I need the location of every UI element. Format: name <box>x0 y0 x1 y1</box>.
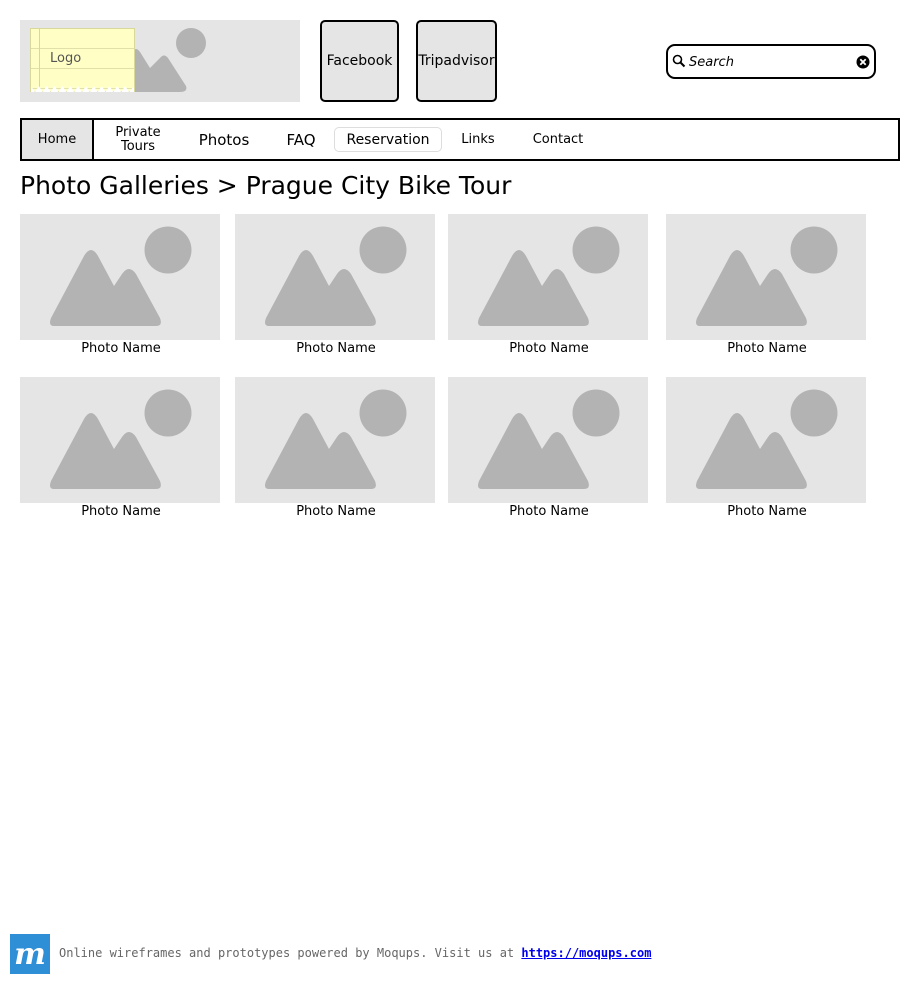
footer <box>10 934 710 974</box>
logo-sticky-note <box>30 28 135 92</box>
moqups-link[interactable]: https://moqups.com <box>521 946 652 960</box>
image-placeholder-icon <box>235 214 435 340</box>
search-input[interactable] <box>689 52 849 72</box>
image-placeholder-icon <box>666 214 866 340</box>
photo-caption: Photo Name <box>81 504 161 519</box>
clear-search-icon[interactable] <box>856 55 870 69</box>
search-icon[interactable] <box>672 54 686 68</box>
nav-item-home[interactable]: Home <box>22 120 94 159</box>
photo-caption: Photo Name <box>296 504 376 519</box>
photo-caption: Photo Name <box>727 341 807 356</box>
gallery-item[interactable] <box>666 214 866 362</box>
nav-item-photos[interactable]: Photos <box>198 130 250 149</box>
image-placeholder-icon <box>666 377 866 503</box>
nav-item-faq[interactable]: FAQ <box>286 130 316 149</box>
tripadvisor-label: Tripadvisor <box>418 53 495 69</box>
nav-item-private-tours[interactable]: Private Tours <box>115 124 161 154</box>
photo-thumbnail[interactable] <box>448 377 648 503</box>
photo-caption: Photo Name <box>727 504 807 519</box>
gallery-item[interactable] <box>448 214 648 362</box>
facebook-label: Facebook <box>326 53 393 69</box>
image-placeholder-icon <box>235 377 435 503</box>
image-placeholder-icon <box>448 377 648 503</box>
photo-thumbnail[interactable] <box>235 377 435 503</box>
gallery-item[interactable] <box>20 214 220 362</box>
photo-caption: Photo Name <box>509 504 589 519</box>
nav-item-links[interactable]: Links <box>461 131 495 147</box>
gallery-item[interactable] <box>235 377 435 525</box>
page-title: Photo Galleries > Prague City Bike Tour <box>20 171 512 200</box>
image-placeholder-icon <box>20 214 220 340</box>
photo-thumbnail[interactable] <box>235 214 435 340</box>
gallery-item[interactable] <box>448 377 648 525</box>
footer-text <box>59 946 651 960</box>
photo-thumbnail[interactable] <box>20 214 220 340</box>
image-placeholder-icon <box>20 377 220 503</box>
gallery-item[interactable] <box>666 377 866 525</box>
photo-thumbnail[interactable] <box>20 377 220 503</box>
photo-caption: Photo Name <box>509 341 589 356</box>
facebook-button[interactable] <box>320 20 399 102</box>
nav-item-reservation[interactable]: Reservation <box>334 127 442 152</box>
main-navigation <box>20 118 900 161</box>
photo-thumbnail[interactable] <box>666 214 866 340</box>
image-placeholder-icon <box>448 214 648 340</box>
photo-caption: Photo Name <box>296 341 376 356</box>
footer-caption: Online wireframes and prototypes powered by Moqups. Visit us at <box>59 946 522 960</box>
gallery-item[interactable] <box>20 377 220 525</box>
moqups-logo-icon[interactable]: m <box>10 934 50 974</box>
photo-caption: Photo Name <box>81 341 161 356</box>
gallery-item[interactable] <box>235 214 435 362</box>
logo-label: Logo <box>50 51 82 66</box>
nav-item-contact[interactable]: Contact <box>532 131 584 147</box>
photo-thumbnail[interactable] <box>666 377 866 503</box>
search-box <box>666 44 876 79</box>
tripadvisor-button[interactable] <box>416 20 497 102</box>
photo-thumbnail[interactable] <box>448 214 648 340</box>
